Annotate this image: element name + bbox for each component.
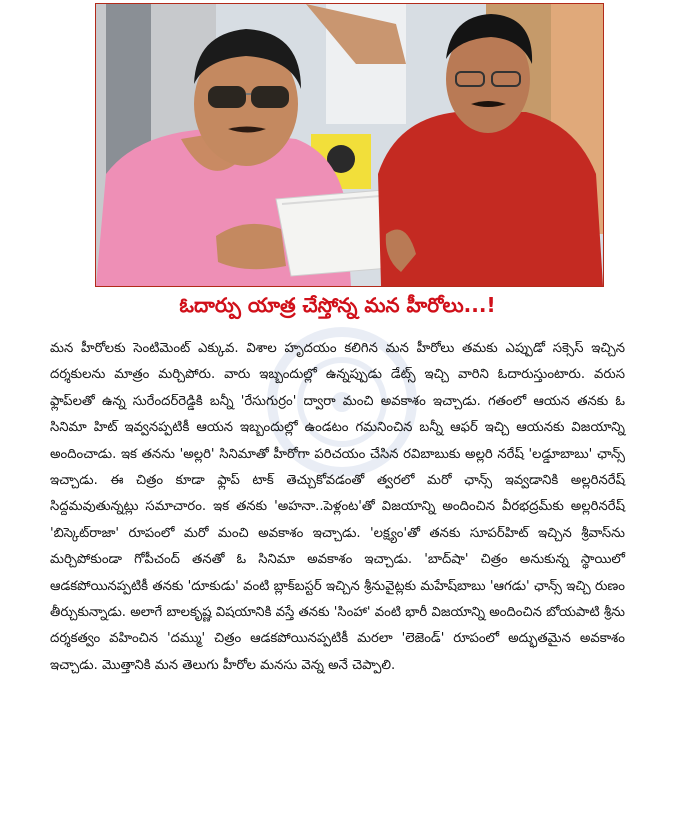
article-body: మన హీరోలకు సెంటిమెంట్ ఎక్కువ. విశాల హృదయం కలిగిన మన హీరోలు తమకు ఎప్పుడో సక్సెస్ ఇచ్చిన దర్శకులను మాత్రం మర్చిపోరు. వారు ఇబ్బందుల్లో ఉన్నప్పుడు డేట్స్ ఇచ్చి వారిని ఓదారుస్తుంటారు. వరుస ఫ్లాప్‌లతో ఉన్న సురేందర్‌రెడ్డికి బన్నీ 'రేసుగుర్రం' ద్వారా మంచి అవకాశం ఇచ్చాడు. గతంలో ఆయన తనకు ఓ సినిమా హిట్ ఇవ్వనప్పటికీ ఆయన ఇబ్బందుల్లో ఉండటం గమనించిన బన్నీ ఆఫర్ ఇచ్చి ఆయనకు విజయాన్ని అందించాడు. ఇక తనను 'అల్లరి' సినిమాతో హీరోగా పరిచయం చేసిన రవిబాబుకు అల్లరి నరేష్ 'లడ్డూబాబు' ఛాన్స్ ఇచ్చాడు. ఈ చిత్రం కూడా ఫ్లాప్ టాక్ తెచ్చుకోవడంతో త్వరలో మరో ఛాన్స్ ఇవ్వడానికి అల్లరినరేష్ సిద్దమవుతున్నట్లు సమాచారం. ఇక తనకు 'అహనా..పెళ్లంట'తో విజయాన్ని అందించిన వీరభద్రమ్‌కు అల్లరినరేష్ 'బిస్కెట్‌రాజా' రూపంలో మరో మంచి అవకాశం ఇచ్చాడు. 'లక్ష్యం'తో తనకు సూపర్‌హిట్ ఇచ్చిన శ్రీవాస్‌ను మర్చిపోకుండా గోపీచంద్ తనతో ఓ సినిమా అవకాశం ఇచ్చాడు. 'బాద్‌షా' చిత్రం అనుకున్న స్థాయిలో ఆడకపోయినప్పటికీ తనకు 'దూకుడు' వంటి బ్లాక్‌బస్టర్ ఇచ్చిన శ్రీనువైట్లకు మహేష్‌బాబు 'ఆగడు' ఛాన్స్ ఇచ్చి రుణం తీర్చుకున్నాడు. అలాగే బాలకృష్ణ విషయానికి వస్తే తనకు 'సింహా' వంటి భారీ విజయాన్ని అందించిన బోయపాటి శ్రీను దర్శకత్వం వహించిన 'దమ్ము' చిత్రం ఆడకపోయినప్పటికీ మరలా 'లెజెండ్' రూపంలో అద్భుతమైన అవకాశం ఇచ్చాడు. మొత్తానికి మన తెలుగు హీరోల మనసు వెన్న అనే చెప్పాలి. xyxy=(50,341,625,673)
article-photo xyxy=(95,3,604,287)
photo-illustration xyxy=(96,4,603,286)
article-headline: ఓదార్పు యాత్ర చేస్తోన్న మన హీరోలు...! xyxy=(179,293,496,317)
